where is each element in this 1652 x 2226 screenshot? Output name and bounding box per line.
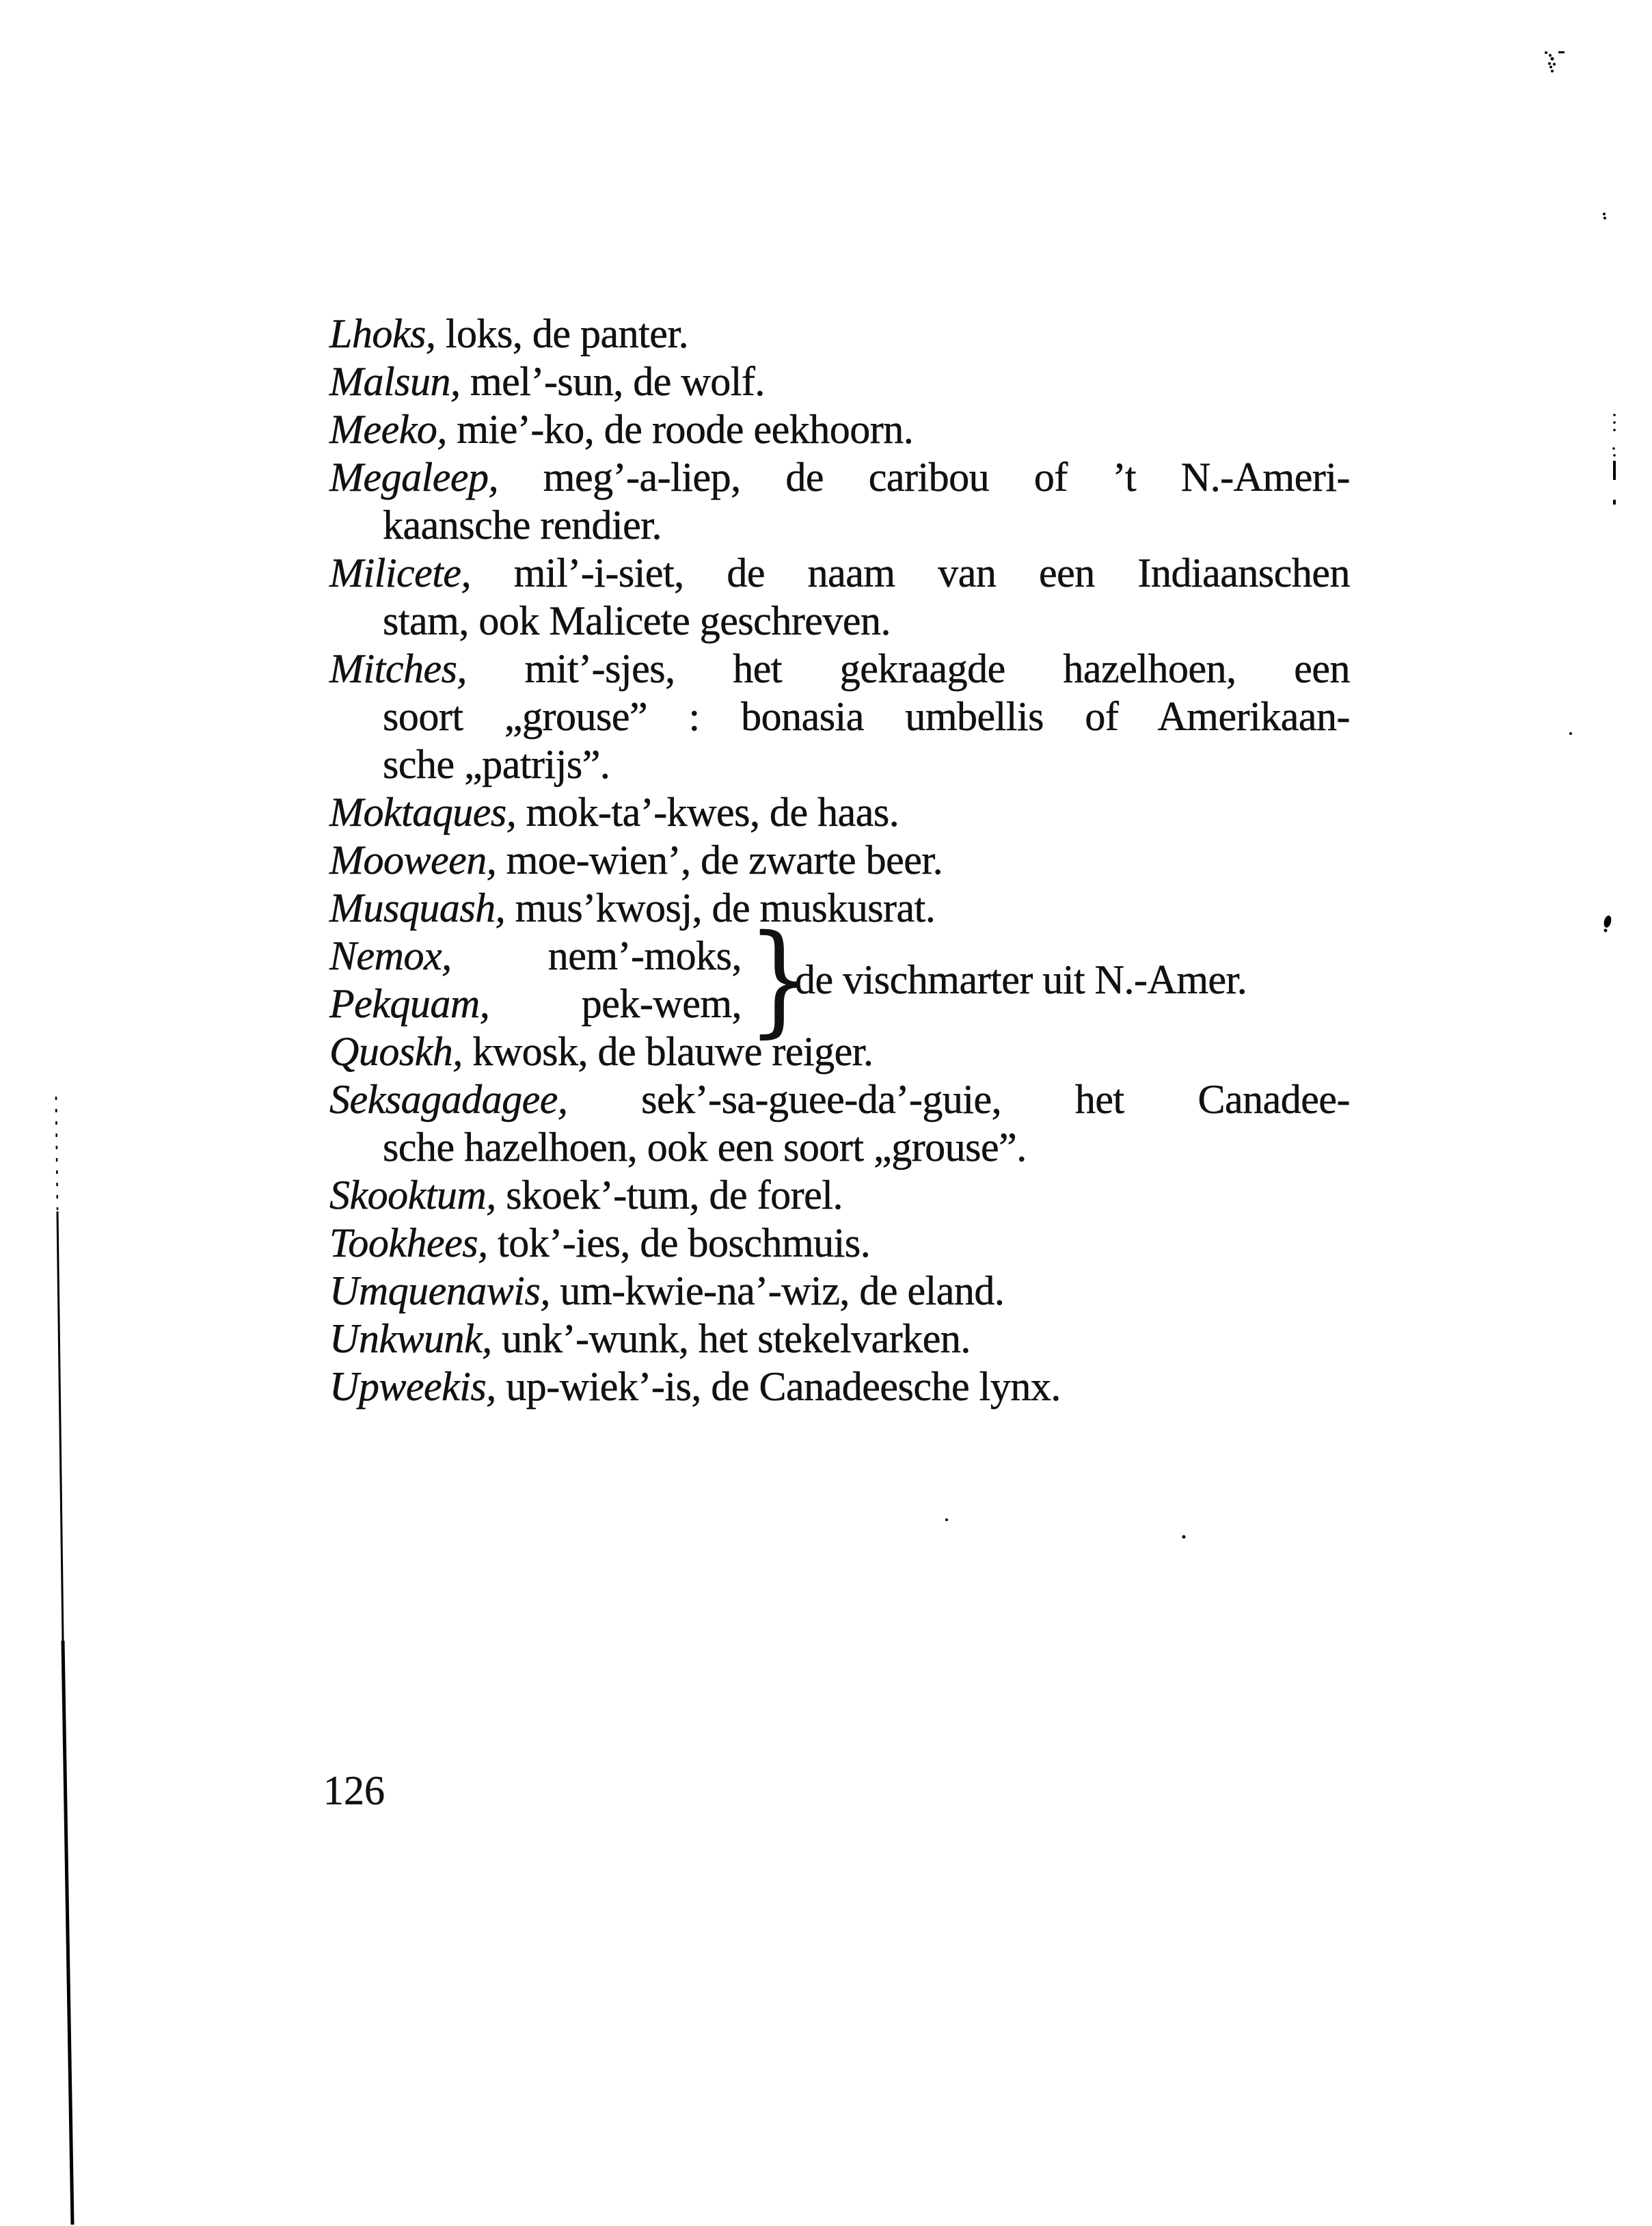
glossary-definition: um-kwie-na’-wiz, de eland.	[550, 1268, 1005, 1313]
glossary-definition: soort „grouse” : bonasia umbellis of Amerikaan-	[383, 694, 1350, 739]
glossary-line-continuation	[329, 1123, 1350, 1171]
gutter-line-dotted	[56, 1097, 57, 1210]
glossary-headword: Unkwunk,	[329, 1316, 492, 1361]
curly-brace-glyph: }	[747, 909, 812, 1050]
glossary-headword: Mooween,	[329, 837, 497, 883]
glossary-definition: de vischmarter uit N.-Amer.	[795, 957, 1247, 1002]
glossary-definition: mok-ta’-kwes, de haas.	[516, 790, 899, 835]
glossary-headword: Milicete,	[329, 550, 472, 595]
glossary-line	[329, 453, 1350, 501]
glossary-line	[329, 1171, 1350, 1219]
glossary-line-continuation	[329, 740, 1350, 788]
glossary-definition: mus’kwosj, de muskusrat.	[505, 885, 936, 930]
glossary-headword: Meeko,	[329, 407, 447, 452]
speck	[1182, 1536, 1186, 1539]
gutter-line-thin	[57, 1211, 63, 1641]
speckle-cluster	[1545, 51, 1606, 219]
glossary-text-block	[329, 310, 1350, 1410]
glossary-definition: moe-wien’, de zwarte beer.	[496, 837, 943, 883]
glossary-headword: Musquash,	[329, 885, 506, 930]
glossary-definition: mit’-sjes, het gekraagde hazelhoen, een	[466, 646, 1350, 691]
group-brace	[747, 909, 812, 1050]
glossary-headword: Tookhees,	[329, 1220, 488, 1265]
glossary-definition: skoek’-tum, de forel.	[496, 1172, 843, 1218]
glossary-definition: sek’-sa-guee-da’-guie, het Canadee-	[567, 1077, 1350, 1122]
glossary-headword: Quoskh,	[329, 1029, 463, 1074]
glossary-headword: Seksagadagee,	[329, 1077, 568, 1122]
glossary-line	[329, 788, 1350, 836]
glossary-line-continuation	[329, 693, 1350, 740]
speck	[945, 1518, 948, 1521]
glossary-line	[329, 1315, 1350, 1363]
glossary-line	[329, 884, 1350, 932]
glossary-headword: Umquenawis,	[329, 1268, 550, 1313]
glossary-definition: kwosk, de blauwe reiger.	[462, 1029, 874, 1074]
glossary-definition: mie’-ko, de roode eekhoorn.	[446, 407, 914, 452]
glossary-definition: up-wiek’-is, de Canadeesche lynx.	[496, 1364, 1061, 1409]
glossary-definition: meg’-a-liep, de caribou of ’t N.-Ameri-	[498, 455, 1350, 500]
glossary-line-continuation	[329, 501, 1350, 549]
glossary-line	[329, 1267, 1350, 1315]
glossary-definition: unk’-wunk, het stekelvarken.	[491, 1316, 971, 1361]
glossary-definition: sche hazelhoen, ook een soort „grouse”.	[383, 1125, 1027, 1170]
glossary-line	[329, 1219, 1350, 1267]
glossary-headword: Malsun,	[329, 359, 461, 404]
glossary-line	[329, 645, 1350, 693]
glossary-headword: Megaleep,	[329, 455, 499, 500]
glossary-definition: mil’-i-siet, de naam van een Indiaanschen	[471, 550, 1350, 595]
glossary-line	[329, 836, 1350, 884]
speck	[1569, 732, 1572, 735]
glossary-line-continuation	[329, 597, 1350, 645]
glossary-line	[329, 1363, 1350, 1410]
page-number: 126	[323, 1768, 385, 1813]
glossary-headword: Pekquam,	[329, 981, 490, 1026]
right-margin-marks	[1612, 414, 1616, 457]
comma-blot	[1603, 915, 1612, 932]
glossary-headword: Upweekis,	[329, 1364, 496, 1409]
gutter-line-thick	[63, 1641, 72, 2225]
glossary-line	[329, 1028, 1350, 1075]
glossary-line	[329, 358, 1350, 405]
glossary-pronunciation: nem’-moks,	[451, 933, 742, 978]
glossary-headword: Moktaques,	[329, 790, 517, 835]
glossary-definition: kaansche rendier.	[383, 502, 662, 548]
glossary-pronunciation: pek-wem,	[489, 981, 742, 1026]
glossary-headword: Mitches,	[329, 646, 467, 691]
glossary-definition: mel’-sun, de wolf.	[460, 359, 765, 404]
braced-entry-headwords	[329, 932, 742, 1028]
glossary-line	[329, 310, 1350, 358]
glossary-definition: loks, de panter.	[435, 311, 689, 356]
glossary-headword: Nemox,	[329, 933, 452, 978]
glossary-line	[329, 932, 742, 980]
glossary-definition: sche „patrijs”.	[383, 742, 610, 787]
glossary-line	[329, 405, 1350, 453]
glossary-line	[329, 1075, 1350, 1123]
glossary-line	[329, 549, 1350, 597]
glossary-line	[329, 980, 742, 1028]
glossary-headword: Lhoks,	[329, 311, 436, 356]
braced-entry-group	[329, 909, 1350, 1050]
glossary-definition: tok’-ies, de boschmuis.	[487, 1220, 871, 1265]
glossary-definition: stam, ook Malicete geschreven.	[383, 598, 891, 643]
group-shared-definition	[795, 932, 1350, 1028]
glossary-headword: Skooktum,	[329, 1172, 496, 1218]
